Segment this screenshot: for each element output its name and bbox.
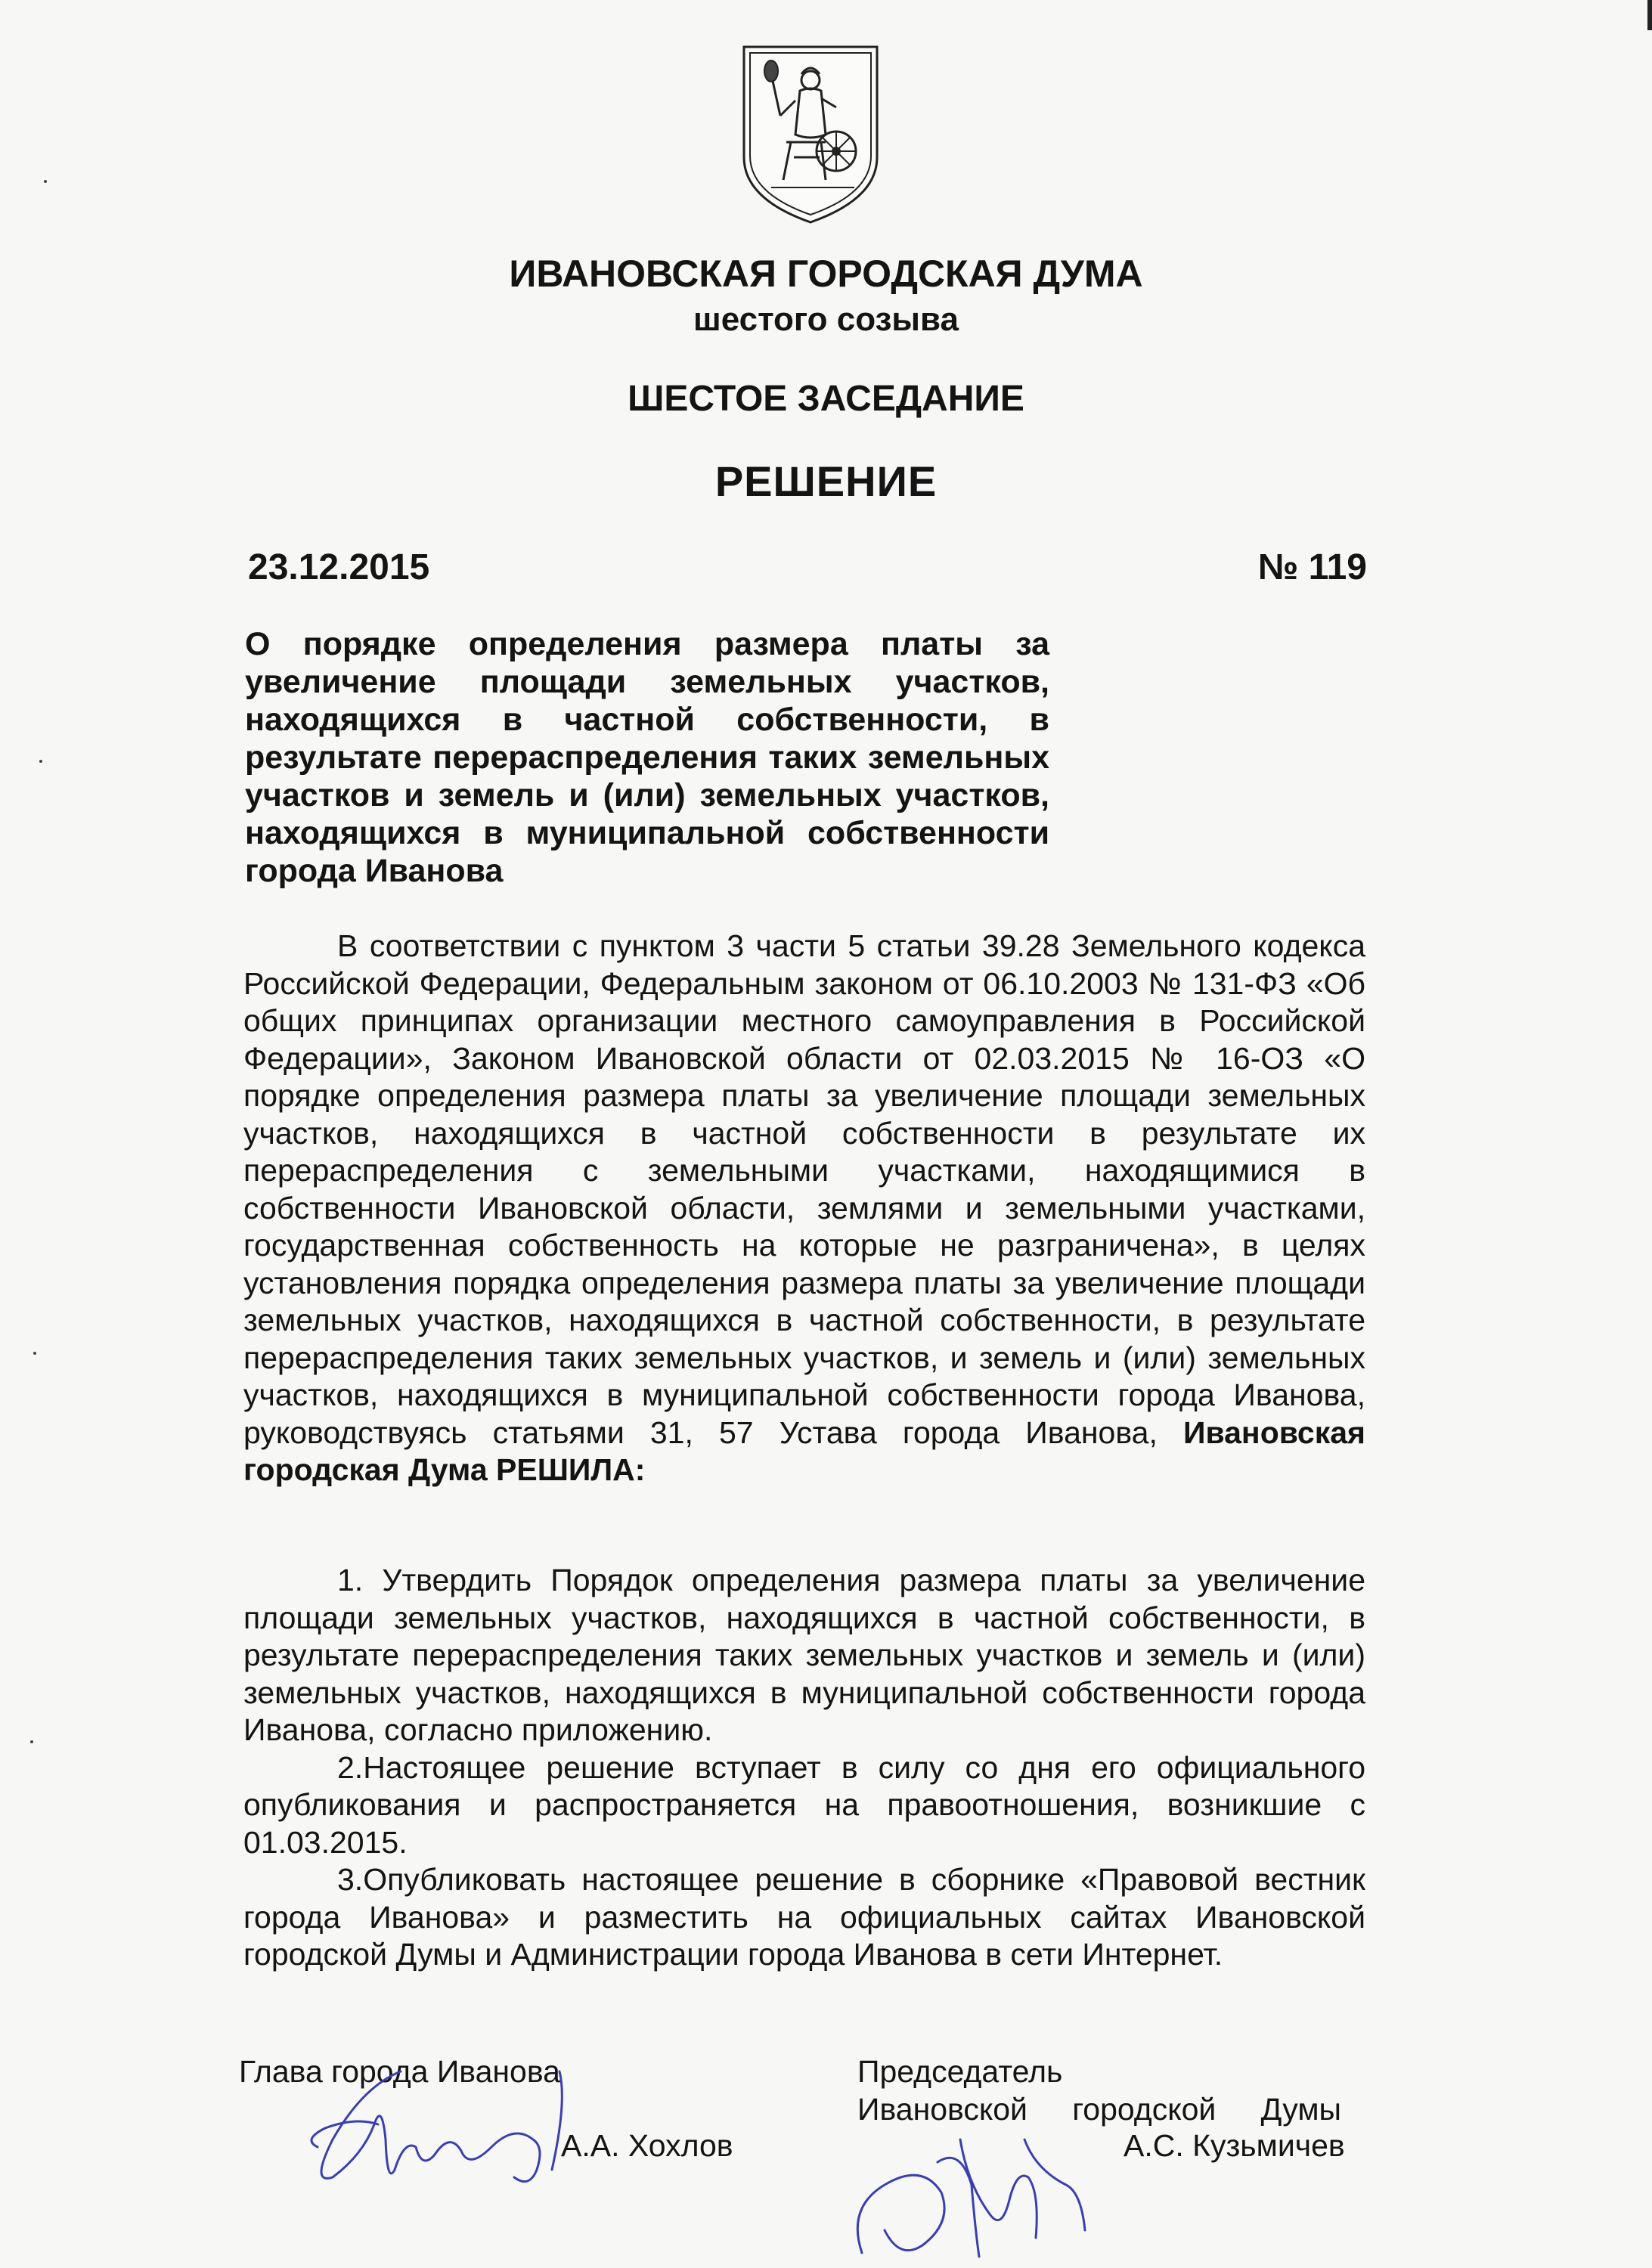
right-signatory-title-line2 xyxy=(857,2090,1341,2128)
document-type-title: РЕШЕНИЕ xyxy=(714,457,938,505)
preamble-text: В соответствии с пунктом 3 части 5 статьи 39.28 Земельного кодекса Российской Федерации, Федеральным законом от 06.10.2003 № 131-ФЗ «Об общих принципах организации местного самоуправления в Российской Федерации», Законом Ивановской области от 02.03.2015 № 16-ОЗ «О порядке определения размера платы за увеличение площади земельных участков, находящихся в частной собственности в результате их перераспределения с земельными участками, находящимися в собственности Ивановской области, землями и земельными участками, государственная собственность на которые не разграничена», в целях установления порядка определения размера платы за увеличение площади земельных участков, находящихся в частной собственности, в результате перераспределения таких земельных участков, и земель и (или) земельных участков, находящихся в муниципальной собственности города Иванова, руководствуясь статьями 31, 57 Устава города Иванова, xyxy=(243,928,1365,1450)
scan-speck xyxy=(44,180,47,183)
decision-item-1: 1. Утвердить Порядок определения размера платы за увеличение площади земельных участков, находящихся в частной собственности, в результате перераспределения таких земельных участков и земель и (или) земельных участков, находящихся в муниципальной собственности города Иванова, согласно приложению. xyxy=(243,1563,1365,1747)
decision-items xyxy=(243,1562,1365,1974)
scan-edge-shadow xyxy=(1647,0,1652,30)
scan-speck xyxy=(39,760,42,763)
right-signature-icon xyxy=(839,2124,1096,2268)
scan-speck xyxy=(30,1740,33,1743)
coat-of-arms-icon xyxy=(741,44,880,225)
right-title-word-1: Ивановской xyxy=(857,2092,1027,2127)
preamble-paragraph xyxy=(243,928,1365,1489)
right-title-word-3: Думы xyxy=(1260,2092,1341,2127)
left-signatory-name: А.А. Хохлов xyxy=(561,2128,733,2163)
scan-speck xyxy=(33,1352,36,1355)
left-signatory-title: Глава города Иванова xyxy=(239,2054,560,2089)
document-subject: О порядке определения размера платы за увеличение площади земельных участков, находящихся в частной собственности, в результате перераспределения таких земельных участков и земель и (или) земельных участков, находящихся в муниципальной собственности города Иванова xyxy=(245,626,1049,889)
right-signatory-title xyxy=(857,2053,1341,2128)
decision-item-2: 2.Настоящее решение вступает в силу со дня его официального опубликования и распространяется на правоотношения, возникшие с 01.03.2015. xyxy=(243,1749,1365,1860)
session-title: ШЕСТОЕ ЗАСЕДАНИЕ xyxy=(628,379,1024,419)
right-signatory-title-line1: Председатель xyxy=(857,2054,1063,2089)
decision-item-3: 3.Опубликовать настоящее решение в сборнике «Правовой вестник города Иванова» и разместить на официальных сайтах Ивановской городской Думы и Администрации города Иванова в сети Интернет. xyxy=(243,1862,1365,1972)
left-signature-icon xyxy=(272,2056,605,2208)
convocation-subtitle: шестого созыва xyxy=(693,301,959,338)
preamble-resolution: Ивановская городская Дума РЕШИЛА: xyxy=(243,1414,1365,1487)
right-signatory-name: А.С. Кузьмичев xyxy=(1124,2128,1345,2163)
document-date: 23.12.2015 xyxy=(248,547,430,587)
organization-title: ИВАНОВСКАЯ ГОРОДСКАЯ ДУМА xyxy=(509,253,1143,295)
document-number: № 119 xyxy=(1257,547,1367,587)
right-title-word-2: городской xyxy=(1072,2092,1217,2127)
